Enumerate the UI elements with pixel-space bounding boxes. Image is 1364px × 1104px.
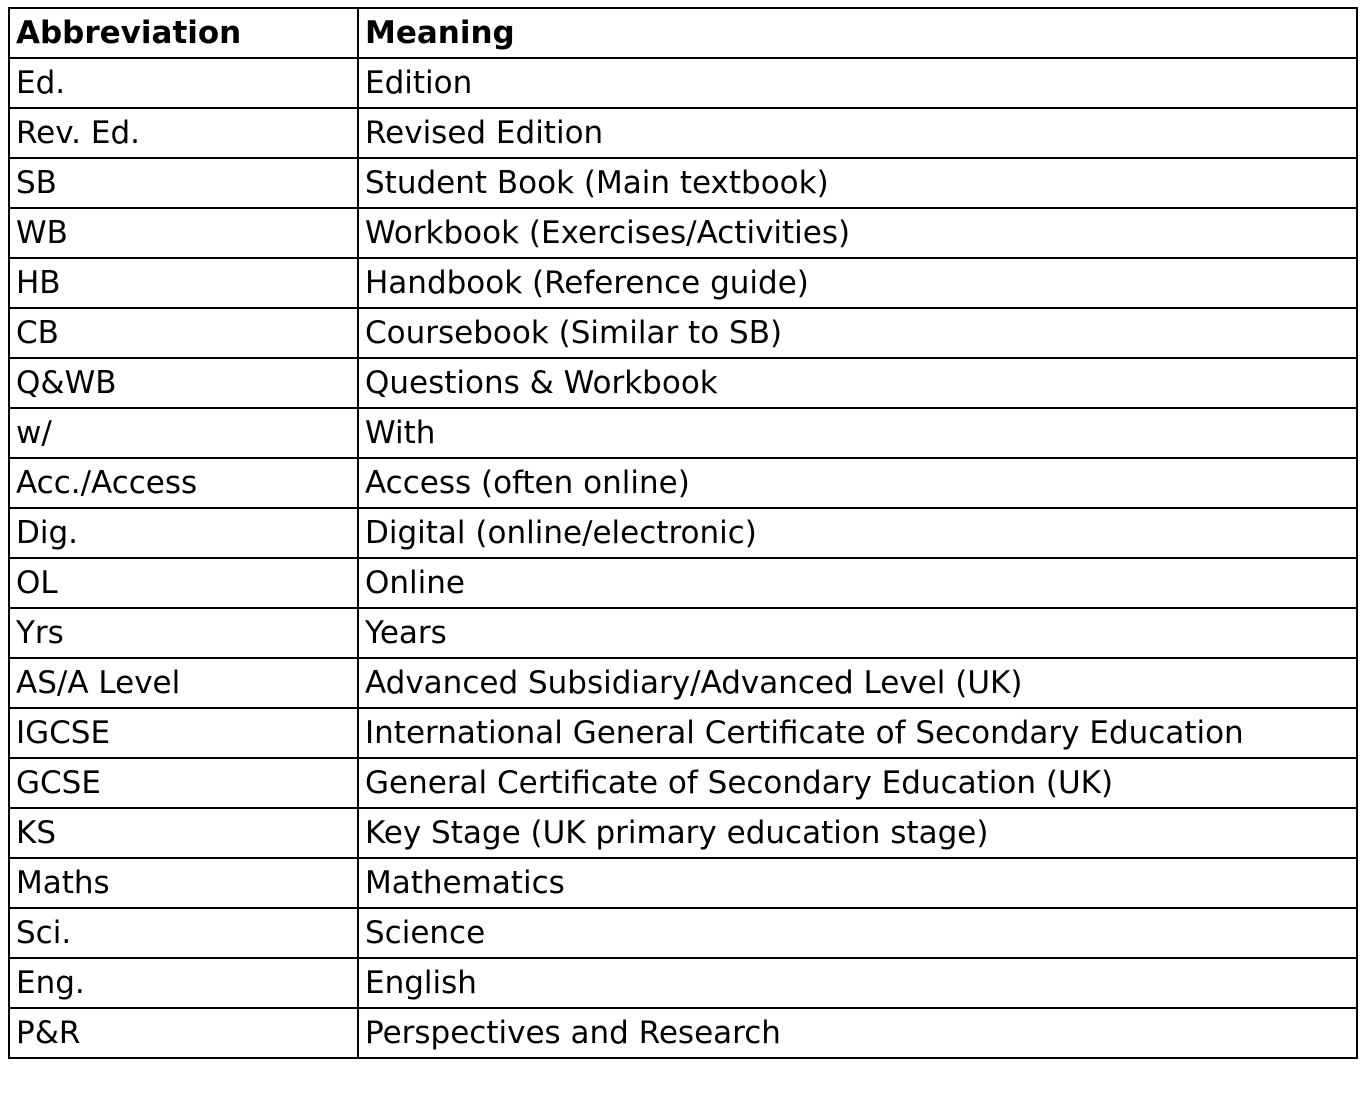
meaning-cell: Key Stage (UK primary education stage) [358, 808, 1357, 858]
table-row [9, 708, 1357, 758]
abbreviation-cell: w/ [9, 408, 358, 458]
abbreviation-cell: GCSE [9, 758, 358, 808]
table-row [9, 408, 1357, 458]
table-row [9, 808, 1357, 858]
table-row [9, 358, 1357, 408]
meaning-cell: International General Certificate of Secondary Education [358, 708, 1357, 758]
table-row [9, 58, 1357, 108]
abbreviation-cell: Maths [9, 858, 358, 908]
table-row [9, 508, 1357, 558]
abbreviation-cell: Dig. [9, 508, 358, 558]
abbreviation-cell: Sci. [9, 908, 358, 958]
abbreviation-cell: Q&WB [9, 358, 358, 408]
abbreviation-cell: WB [9, 208, 358, 258]
table-body [9, 58, 1357, 1058]
abbreviation-cell: AS/A Level [9, 658, 358, 708]
abbreviation-cell: P&R [9, 1008, 358, 1058]
table-header [9, 8, 1357, 58]
meaning-cell: Coursebook (Similar to SB) [358, 308, 1357, 358]
table-row [9, 158, 1357, 208]
header-abbreviation: Abbreviation [9, 8, 358, 58]
table-row [9, 1008, 1357, 1058]
abbreviations-table [8, 7, 1358, 1059]
meaning-cell: Mathematics [358, 858, 1357, 908]
abbreviation-cell: SB [9, 158, 358, 208]
table-row [9, 458, 1357, 508]
meaning-cell: Questions & Workbook [358, 358, 1357, 408]
table-row [9, 608, 1357, 658]
abbreviation-cell: Rev. Ed. [9, 108, 358, 158]
abbreviation-cell: HB [9, 258, 358, 308]
table-row [9, 558, 1357, 608]
meaning-cell: English [358, 958, 1357, 1008]
meaning-cell: Access (often online) [358, 458, 1357, 508]
table-row [9, 658, 1357, 708]
meaning-cell: Revised Edition [358, 108, 1357, 158]
table-row [9, 858, 1357, 908]
abbreviation-cell: Ed. [9, 58, 358, 108]
table-row [9, 258, 1357, 308]
meaning-cell: Perspectives and Research [358, 1008, 1357, 1058]
meaning-cell: Online [358, 558, 1357, 608]
meaning-cell: Digital (online/electronic) [358, 508, 1357, 558]
header-meaning: Meaning [358, 8, 1357, 58]
table-row [9, 908, 1357, 958]
abbreviation-cell: Eng. [9, 958, 358, 1008]
table-row [9, 758, 1357, 808]
abbreviation-cell: Yrs [9, 608, 358, 658]
abbreviation-cell: KS [9, 808, 358, 858]
header-row [9, 8, 1357, 58]
meaning-cell: Handbook (Reference guide) [358, 258, 1357, 308]
table-row [9, 208, 1357, 258]
meaning-cell: Years [358, 608, 1357, 658]
abbreviation-cell: IGCSE [9, 708, 358, 758]
meaning-cell: Science [358, 908, 1357, 958]
table-row [9, 308, 1357, 358]
meaning-cell: With [358, 408, 1357, 458]
meaning-cell: Student Book (Main textbook) [358, 158, 1357, 208]
abbreviation-cell: CB [9, 308, 358, 358]
abbreviation-cell: Acc./Access [9, 458, 358, 508]
table-row [9, 108, 1357, 158]
meaning-cell: Edition [358, 58, 1357, 108]
meaning-cell: Workbook (Exercises/Activities) [358, 208, 1357, 258]
meaning-cell: General Certificate of Secondary Education (UK) [358, 758, 1357, 808]
abbreviation-cell: OL [9, 558, 358, 608]
table-row [9, 958, 1357, 1008]
meaning-cell: Advanced Subsidiary/Advanced Level (UK) [358, 658, 1357, 708]
